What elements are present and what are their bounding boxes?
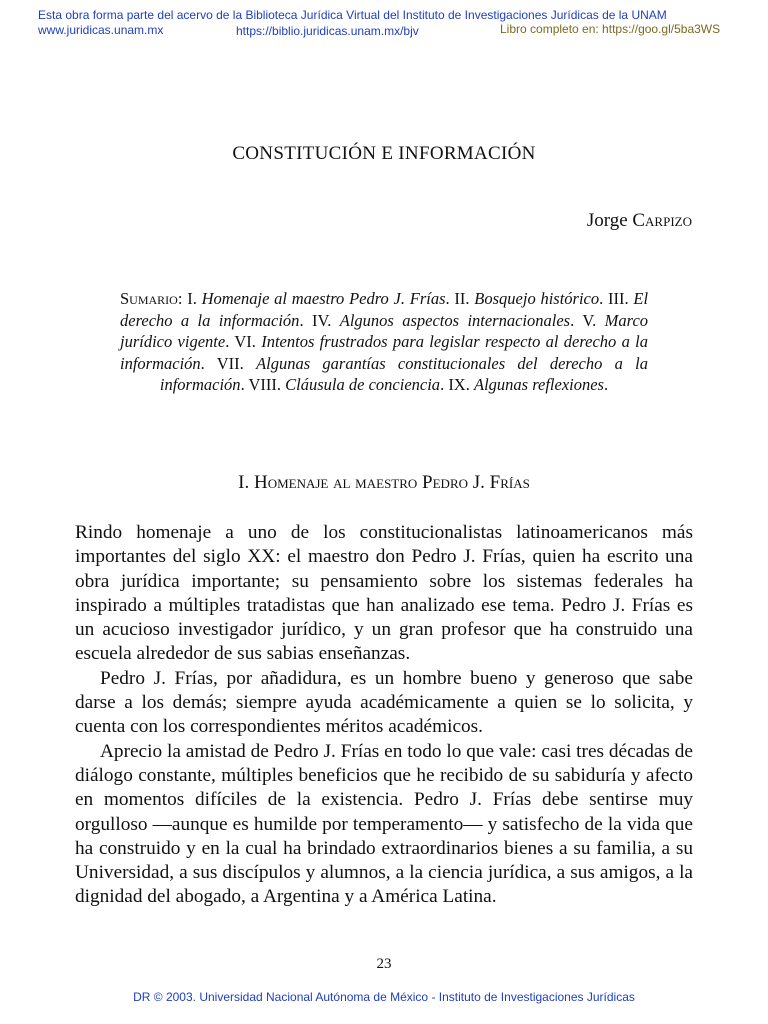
copyright-footer: DR © 2003. Universidad Nacional Autónoma de México - Instituto de Investigaciones Jurídicas [133,990,635,1004]
paragraph: Pedro J. Frías, por añadidura, es un hombre bueno y generoso que sabe darse a los demás; siempre ayuda académicamente a quien se lo solicita, y cuenta con los correspondientes méritos académicos. [75,667,693,738]
article-author [587,210,692,232]
section-number: I. [238,472,250,493]
author-first-name: Jorge [586,210,628,231]
summary-item-text: Algunas reflexiones [473,375,604,394]
summary-item-number: II. [454,289,470,308]
header-notice: Esta obra forma parte del acervo de la Biblioteca Jurídica Virtual del Instituto de Investigaciones Jurídicas de la UNAM [38,8,667,22]
summary: Sumario: I. Homenaje al maestro Pedro J. Frías. II. Bosquejo histórico. III. El derecho a la información. IV. Algunos aspectos internacionales. V. Marco jurídico vigente. VI. Intentos frustrados para legislar respecto al derecho a la información. VII. Algunas garantías constitucionales del derecho a la información. VIII. Cláusula de conciencia. IX. Algunas reflexiones. [120,289,649,394]
summary-item-text: Algunas garantías constitucionales del derecho a la información [159,353,648,394]
summary-item-text: Marco jurídico vigente [120,310,649,351]
summary-item-text: El derecho a la información [120,289,649,330]
article-body [75,521,693,910]
section-heading [0,472,768,494]
summary-label: Sumario: [120,289,183,308]
summary-item-number: I. [187,289,197,308]
summary-item-number: III. [608,289,629,308]
summary-item-text: Algunos aspectos internacionales [339,310,571,330]
summary-item-number: VIII. [248,375,282,394]
summary-item-number: VII. [216,353,244,373]
paragraph: Aprecio la amistad de Pedro J. Frías en todo lo que vale: casi tres décadas de diálogo constante, múltiples beneficios que he recibido de su sabiduría y afecto en momentos difíciles de la existencia. Pedro J. Frías debe sentirse muy orgulloso —aunque es humilde por temperamento— y satisfecho de la vida que ha construido y en la cual ha brindado extraordinarios bienes a su familia, a su Universidad, a sus discípulos y alumnos, a la ciencia jurídica, a sus amigos, a la dignidad del abogado, a Argentina y a América Latina. [75,740,693,908]
summary-item-text: Bosquejo histórico [474,289,600,308]
summary-item-text: Cláusula de conciencia [285,375,441,394]
book-link[interactable]: Libro completo en: https://goo.gl/5ba3WS [500,22,721,36]
site-link[interactable]: www.juridicas.unam.mx [38,23,164,37]
summary-item-text: Homenaje al maestro Pedro J. Frías [201,289,446,308]
article-title: CONSTITUCIÓN E INFORMACIÓN [232,143,536,164]
summary-item-number: IV. [311,310,332,330]
summary-item-number: IX. [448,375,470,394]
page-number: 23 [376,956,392,972]
bjv-link[interactable]: https://biblio.juridicas.unam.mx/bjv [236,24,419,38]
summary-item-number: V. [582,310,597,330]
summary-item-number: VI. [234,332,256,351]
summary-item-text: Intentos frustrados para legislar respecto al derecho a la información [120,332,649,373]
paragraph: Rindo homenaje a uno de los constitucionalistas latinoamericanos más importantes del siglo XX: el maestro don Pedro J. Frías, quien ha escrito una obra jurídica importante; su pensamiento sobre los sistemas federales ha inspirado a múltiples tratadistas que han analizado ese tema. Pedro J. Frías es un acucioso investigador jurídico, y un gran profesor que ha construido una escuela alrededor de sus sabias enseñanzas. [75,522,693,665]
section-title: Homenaje al maestro Pedro J. Frías [253,472,530,493]
author-last-name: Carpizo [632,210,692,231]
